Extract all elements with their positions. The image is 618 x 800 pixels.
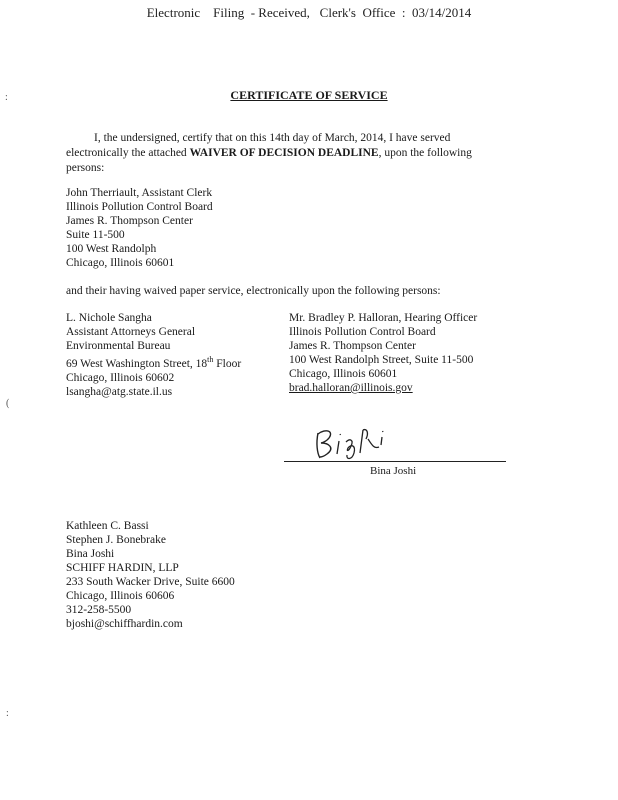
certification-paragraph	[66, 131, 506, 176]
address-line: Illinois Pollution Control Board	[66, 201, 213, 213]
certification-text: I, the undersigned, certify that on this 14th day of March, 2014, I have served electronically the attached	[66, 132, 451, 159]
address-line: John Therriault, Assistant Clerk	[66, 187, 213, 199]
sender-line: Kathleen C. Bassi	[66, 520, 149, 532]
sender-line: SCHIFF HARDIN, LLP	[66, 562, 179, 574]
sender-line: 312-258-5500	[66, 604, 132, 616]
margin-mark: (	[6, 398, 10, 409]
sender-block	[66, 519, 235, 631]
address-line: Illinois Pollution Control Board	[289, 326, 436, 338]
document-title: CERTIFICATE OF SERVICE	[230, 88, 388, 102]
address-line: James R. Thompson Center	[289, 340, 416, 352]
address-line: 69 West Washington Street, 18th Floor	[66, 355, 242, 370]
margin-mark: :	[6, 708, 9, 719]
recipient-name: L. Nichole Sangha	[66, 312, 152, 324]
sender-line: Chicago, Illinois 60606	[66, 590, 175, 602]
address-line: Assistant Attorneys General	[66, 326, 196, 338]
margin-mark: :	[5, 92, 8, 103]
left-recipient-block	[66, 311, 241, 399]
primary-recipient-block	[66, 186, 213, 270]
certification-text-end: , upon the following persons:	[66, 147, 472, 174]
address-line: 100 West Randolph	[66, 243, 157, 255]
email-link[interactable]: brad.halloran@illinois.gov	[289, 382, 413, 394]
sender-line: Stephen J. Bonebrake	[66, 534, 166, 546]
address-line: Environmental Bureau	[66, 340, 171, 352]
recipient-name: Mr. Bradley P. Halloran, Hearing Officer	[289, 312, 478, 324]
filing-stamp-header: Electronic Filing - Received, Clerk's Office : 03/14/2014	[146, 5, 472, 20]
address-line: 100 West Randolph Street, Suite 11-500	[289, 354, 474, 366]
right-recipient-block	[289, 311, 477, 395]
signature-line	[284, 461, 506, 462]
document-name: WAIVER OF DECISION DEADLINE	[189, 147, 379, 159]
handwritten-signature	[312, 425, 392, 463]
email-link[interactable]: bjoshi@schiffhardin.com	[66, 618, 183, 630]
address-line: Chicago, Illinois 60601	[66, 257, 175, 269]
address-line: Chicago, Illinois 60602	[66, 371, 175, 384]
sender-line: Bina Joshi	[66, 548, 115, 560]
signatory-name: Bina Joshi	[370, 465, 417, 477]
address-line: Suite 11-500	[66, 229, 125, 241]
waiver-statement: and their having waived paper service, electronically upon the following persons:	[66, 285, 441, 297]
address-line: James R. Thompson Center	[66, 215, 193, 227]
email-link[interactable]: lsangha@atg.state.il.us	[66, 385, 173, 398]
address-line: Chicago, Illinois 60601	[289, 368, 398, 380]
sender-line: 233 South Wacker Drive, Suite 6600	[66, 576, 235, 588]
